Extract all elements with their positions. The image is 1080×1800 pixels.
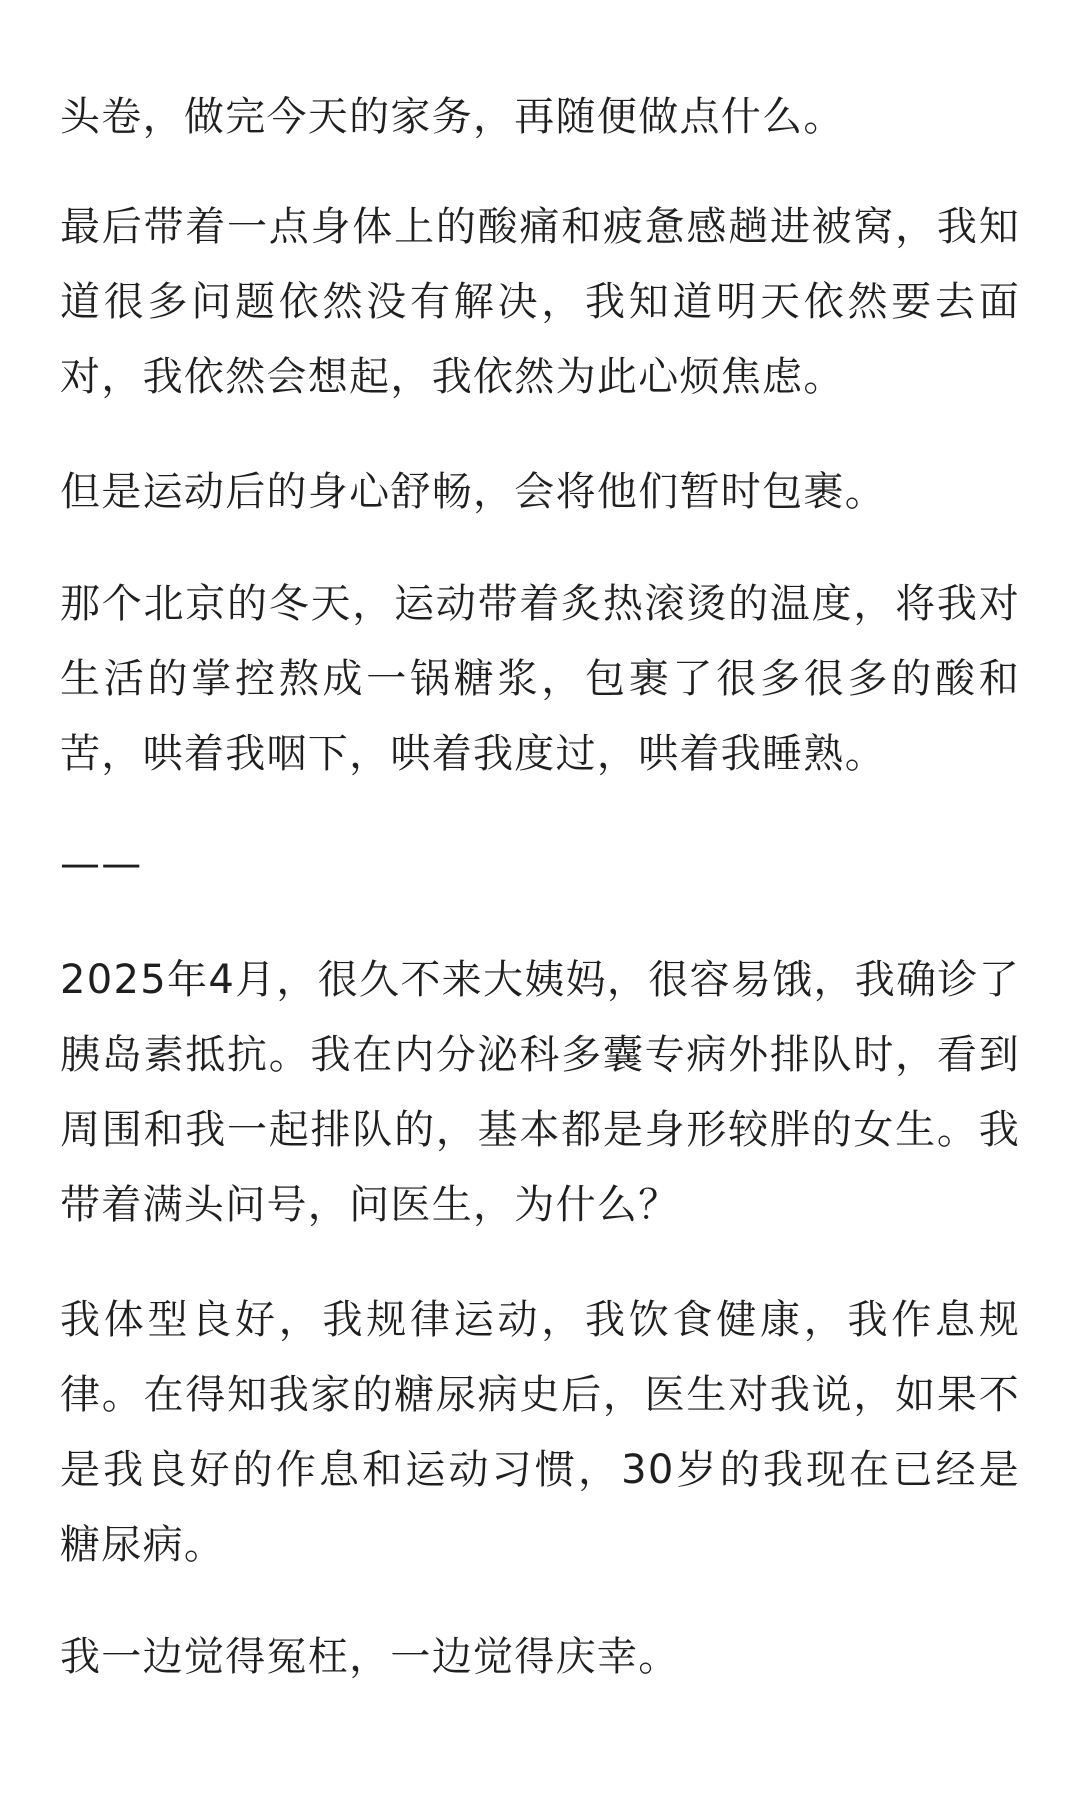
paragraph: 我一边觉得冤枉，一边觉得庆幸。 — [60, 1634, 680, 1680]
paragraph: 那个北京的冬天，运动带着炙热滚烫的温度，将我对生活的掌控熬成一锅糖浆，包裹了很多很多的酸和苦，哄着我咽下，哄着我度过，哄着我睡熟。 — [60, 581, 1020, 777]
paragraph: 头卷，做完今天的家务，再随便做点什么。 — [60, 94, 845, 140]
paragraph: 2025年4月，很久不来大姨妈，很容易饿，我确诊了胰岛素抵抗。我在内分泌科多囊专病外排队时，看到周围和我一起排队的，基本都是身形较胖的女生。我带着满头问号，问医生，为什么？ — [60, 957, 1020, 1228]
paragraph: 我体型良好，我规律运动，我饮食健康，我作息规律。在得知我家的糖尿病史后，医生对我说，如果不是我良好的作息和运动习惯，30岁的我现在已经是糖尿病。 — [60, 1297, 1020, 1568]
section-divider: —— — [60, 841, 143, 887]
paragraph: 最后带着一点身体上的酸痛和疲惫感趟进被窝，我知道很多问题依然没有解决，我知道明天依然要去面对，我依然会想起，我依然为此心烦焦虑。 — [60, 204, 1020, 400]
paragraph: 但是运动后的身心舒畅，会将他们暂时包裹。 — [60, 469, 886, 515]
